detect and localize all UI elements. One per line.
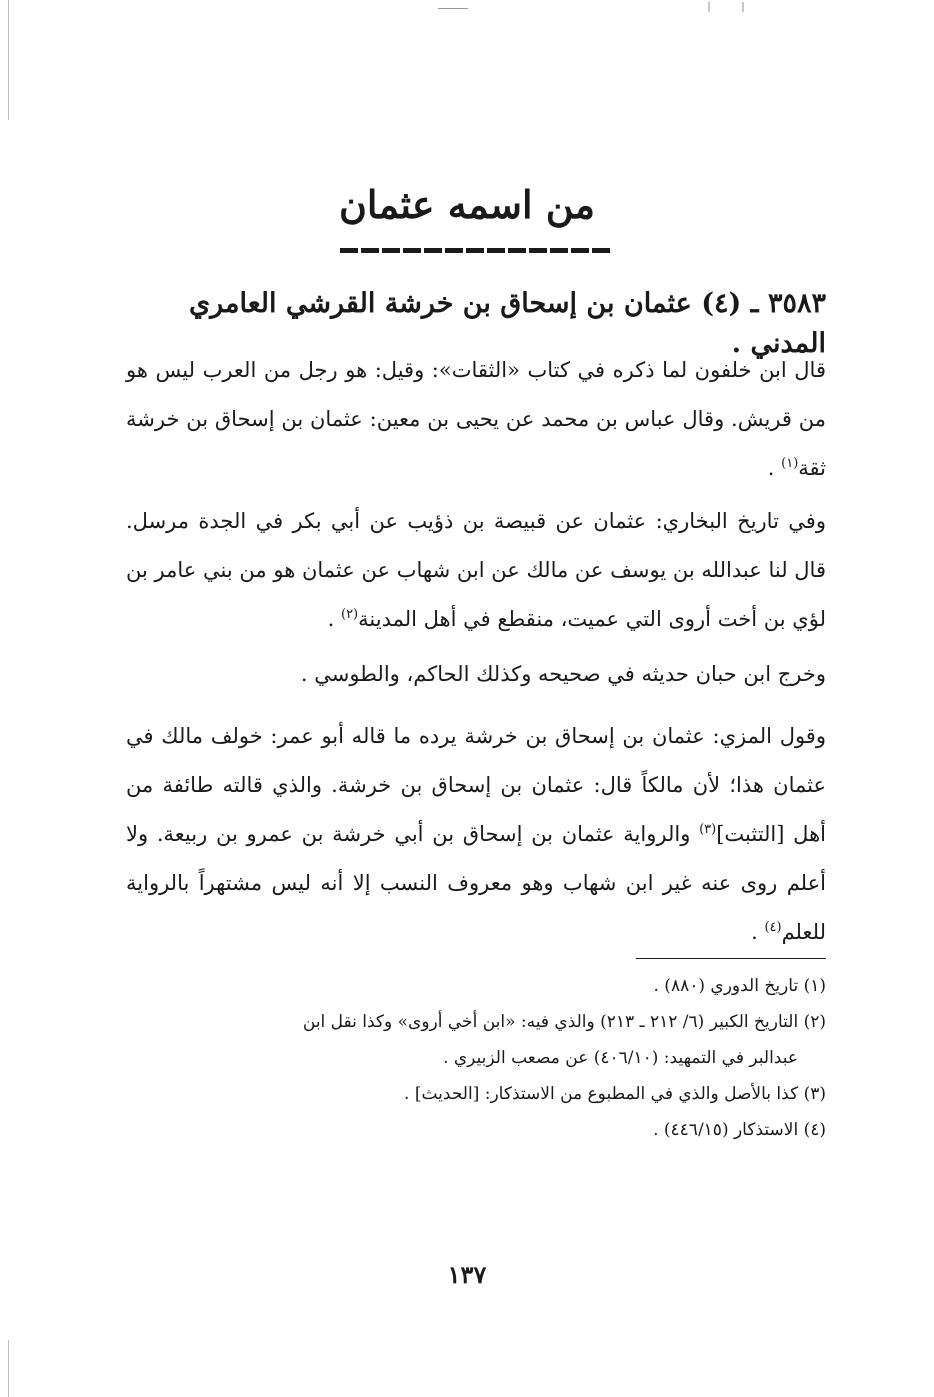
paragraph-end: . bbox=[751, 920, 765, 944]
footnotes bbox=[126, 968, 826, 1148]
paragraph-text: والرواية عثمان بن إسحاق بن أبي خرشة بن عمرو بن ربيعة. ولا أعلم روى عنه غير ابن شهاب وهو معروف النسب إلا أنه ليس مشتهراً بالرواية للعلم bbox=[126, 822, 826, 944]
page-number: ١٣٧ bbox=[447, 1260, 487, 1289]
footnote-1: (١) تاريخ الدوري (٨٨٠) . bbox=[653, 976, 826, 996]
paragraph-2 bbox=[126, 497, 826, 644]
scan-edge-line bbox=[8, 1340, 9, 1397]
footnote-3: (٣) كذا بالأصل والذي في المطبوع من الاستذكار: [الحديث] . bbox=[404, 1084, 826, 1104]
footnote-separator bbox=[636, 958, 826, 959]
section-title: من اسمه عثمان bbox=[338, 182, 596, 227]
footnote-continuation: عبدالبر في التمهيد: (٤٠٦/١٠) عن مصعب الزبيري . bbox=[443, 1048, 798, 1068]
paragraph-text: وفي تاريخ البخاري: عثمان عن قبيصة بن ذؤيب عن أبي بكر في الجدة مرسل. قال لنا عبدالله بن يوسف عن مالك عن ابن شهاب عن عثمان هو من بني عامر بن لؤي بن أخت أروى التي عميت، منقطع في أهل المدينة bbox=[126, 509, 826, 631]
title-underline bbox=[340, 248, 610, 253]
entry-heading: ٣٥٨٣ ـ (٤) عثمان بن إسحاق بن خرشة القرشي العامري المدني . bbox=[189, 288, 826, 359]
paragraph-end: . bbox=[767, 456, 782, 480]
scan-top-dot bbox=[708, 2, 710, 12]
paragraph-text: وخرج ابن حبان حديثه في صحيحه وكذلك الحاكم، والطوسي . bbox=[300, 662, 826, 686]
footnote-text: (٢) التاريخ الكبير (٦/ ٢١٢ ـ ٢١٣) والذي فيه: «ابن أخي أروى» وكذا نقل ابن bbox=[302, 1012, 826, 1032]
scan-edge-line bbox=[8, 0, 9, 120]
scan-top-dot bbox=[742, 2, 744, 12]
paragraph-text: قال ابن خلفون لما ذكره في كتاب «الثقات»: وقيل: هو رجل من العرب ليس هو من قريش. وقال عباس بن محمد عن يحيى بن معين: عثمان بن إسحاق بن خرشة ثقة bbox=[126, 358, 826, 480]
footnote-2 bbox=[126, 1004, 826, 1076]
paragraph-3 bbox=[126, 650, 826, 699]
footnote-4: (٤) الاستذكار (٤٤٦/١٥) . bbox=[653, 1120, 826, 1140]
paragraph-text: وقول المزي: عثمان بن إسحاق بن خرشة يرده ما قاله أبو عمر: خولف مالك في عثمان هذا؛ لأن مالكاً قال: عثمان بن إسحاق بن خرشة. والذي قالته طائفة من أهل [التثبت] bbox=[126, 724, 826, 846]
footnote-ref: (٣) bbox=[699, 822, 717, 837]
footnote-ref: (١) bbox=[781, 456, 799, 471]
scan-top-mark bbox=[438, 8, 468, 9]
paragraph-4 bbox=[126, 712, 826, 957]
footnote-ref: (٢) bbox=[340, 607, 359, 622]
paragraph-end: . bbox=[327, 607, 341, 631]
footnote-ref: (٤) bbox=[764, 920, 782, 935]
paragraph-1 bbox=[126, 346, 826, 493]
